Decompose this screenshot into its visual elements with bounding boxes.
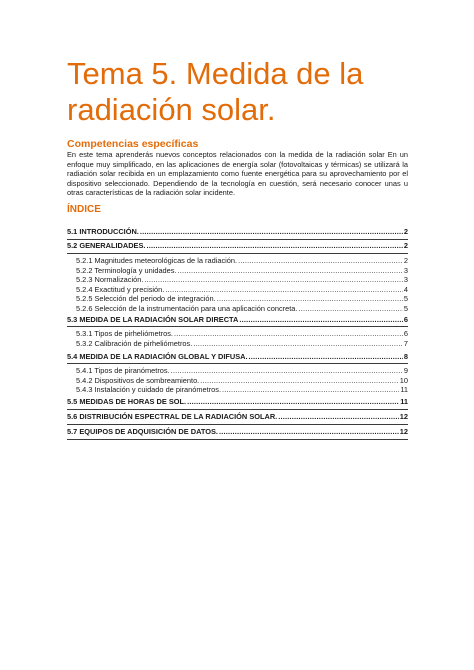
toc-entry[interactable] (67, 315, 408, 325)
toc-entry-page: 12 (399, 427, 408, 436)
toc-entry-page: 3 (403, 265, 408, 275)
toc-entry-label: 5.4.3 Instalación y cuidado de piranómetros. (76, 385, 222, 394)
toc-entry[interactable] (76, 385, 408, 395)
toc-entry-label: 5.2.2 Terminología y unidades. (76, 265, 177, 275)
toc-entry[interactable] (76, 275, 408, 285)
toc-entry[interactable] (76, 285, 408, 295)
toc-divider (67, 409, 408, 410)
toc-entry-page: 4 (403, 284, 408, 294)
toc-entry-page: 7 (403, 338, 408, 348)
toc-entry-page: 2 (403, 241, 408, 250)
toc-entry[interactable] (76, 366, 408, 376)
toc-entry-page: 11 (400, 397, 408, 406)
toc-entry-page: 11 (400, 385, 408, 394)
toc-entry-page: 8 (403, 352, 408, 361)
competencias-heading: Competencias específicas (67, 138, 199, 150)
toc-entry-label: 5.2.6 Selección de la instrumentación para una aplicación concreta. (76, 303, 298, 313)
intro-paragraph: En este tema aprenderás nuevos conceptos relacionados con la medida de la radiación solar En un enfoque muy simplificado, en las aplicaciones de energía solar (fotovoltaicas y térmicas) se utilizará la radiación solar recibida en un emplazamiento como fuente energética para su aprovechamiento por el dispositivo seleccionado. Dependiendo de la tecnología en cuestión, será necesario conocer unas u otras características de la radiación solar incidente. (67, 150, 408, 198)
toc-entry[interactable] (67, 241, 408, 251)
toc-entry-label: 5.1 INTRODUCCIÓN. (67, 227, 139, 236)
toc-entry-label: 5.5 MEDIDAS DE HORAS DE SOL. (67, 397, 187, 406)
toc-entry-label: 5.2.4 Exactitud y precisión. (76, 284, 165, 294)
toc-entry[interactable] (76, 266, 408, 276)
toc-entry[interactable] (76, 294, 408, 304)
toc-entry-label: 5.2.1 Magnitudes meteorológicas de la radiación. (76, 256, 238, 265)
title-line-1: Tema 5. Medida de la (67, 56, 364, 91)
toc-entry[interactable] (76, 329, 408, 339)
toc-divider (67, 253, 408, 254)
indice-heading: ÍNDICE (67, 204, 101, 215)
toc-entry-label: 5.2 GENERALIDADES. (67, 241, 146, 250)
toc-divider (67, 424, 408, 425)
toc-entry-label: 5.4.1 Tipos de piranómetros. (76, 366, 170, 375)
toc-entry[interactable] (76, 304, 408, 314)
toc-entry-label: 5.4 MEDIDA DE LA RADIACIÓN GLOBAL Y DIFUSA. (67, 352, 248, 361)
title-line-2: radiación solar. (67, 92, 276, 127)
toc-entry-page: 5 (403, 294, 408, 303)
toc-entry[interactable] (67, 397, 408, 407)
toc-entry-page: 2 (403, 256, 408, 265)
toc-divider (67, 239, 408, 240)
toc-entry[interactable] (67, 427, 408, 437)
toc-entry[interactable] (76, 376, 408, 386)
toc-entry[interactable] (67, 352, 408, 362)
toc-entry[interactable] (67, 412, 408, 422)
toc-divider (67, 439, 408, 440)
toc-entry-label: 5.3.2 Calibración de pirheliómetros. (76, 338, 193, 348)
toc-entry-page: 6 (403, 315, 408, 324)
toc-entry-page: 3 (403, 275, 408, 284)
toc-entry-page: 2 (403, 227, 408, 236)
toc-entry-label: 5.3.1 Tipos de pirheliómetros. (76, 329, 173, 338)
toc-divider (67, 326, 408, 327)
toc-entry[interactable] (76, 256, 408, 266)
toc-entry[interactable] (67, 227, 408, 237)
toc-entry-label: 5.2.5 Selección del periodo de integración. (76, 294, 216, 303)
toc-entry[interactable] (76, 339, 408, 349)
toc-entry-label: 5.3 MEDIDA DE LA RADIACIÓN SOLAR DIRECTA (67, 315, 239, 324)
toc-entry-label: 5.2.3 Normalización. (76, 275, 144, 284)
toc-entry-label: 5.4.2 Dispositivos de sombreamiento. (76, 375, 200, 385)
toc-divider (67, 363, 408, 364)
toc-entry-page: 12 (399, 412, 408, 421)
toc-entry-page: 10 (399, 375, 408, 385)
toc-entry-page: 5 (403, 303, 408, 313)
page-title (67, 56, 427, 128)
toc-entry-page: 9 (403, 366, 408, 375)
toc-entry-page: 6 (403, 329, 408, 338)
toc-entry-label: 5.6 DISTRIBUCIÓN ESPECTRAL DE LA RADIACIÓN SOLAR. (67, 412, 278, 421)
toc-entry-label: 5.7 EQUIPOS DE ADQUISICIÓN DE DATOS. (67, 427, 218, 436)
